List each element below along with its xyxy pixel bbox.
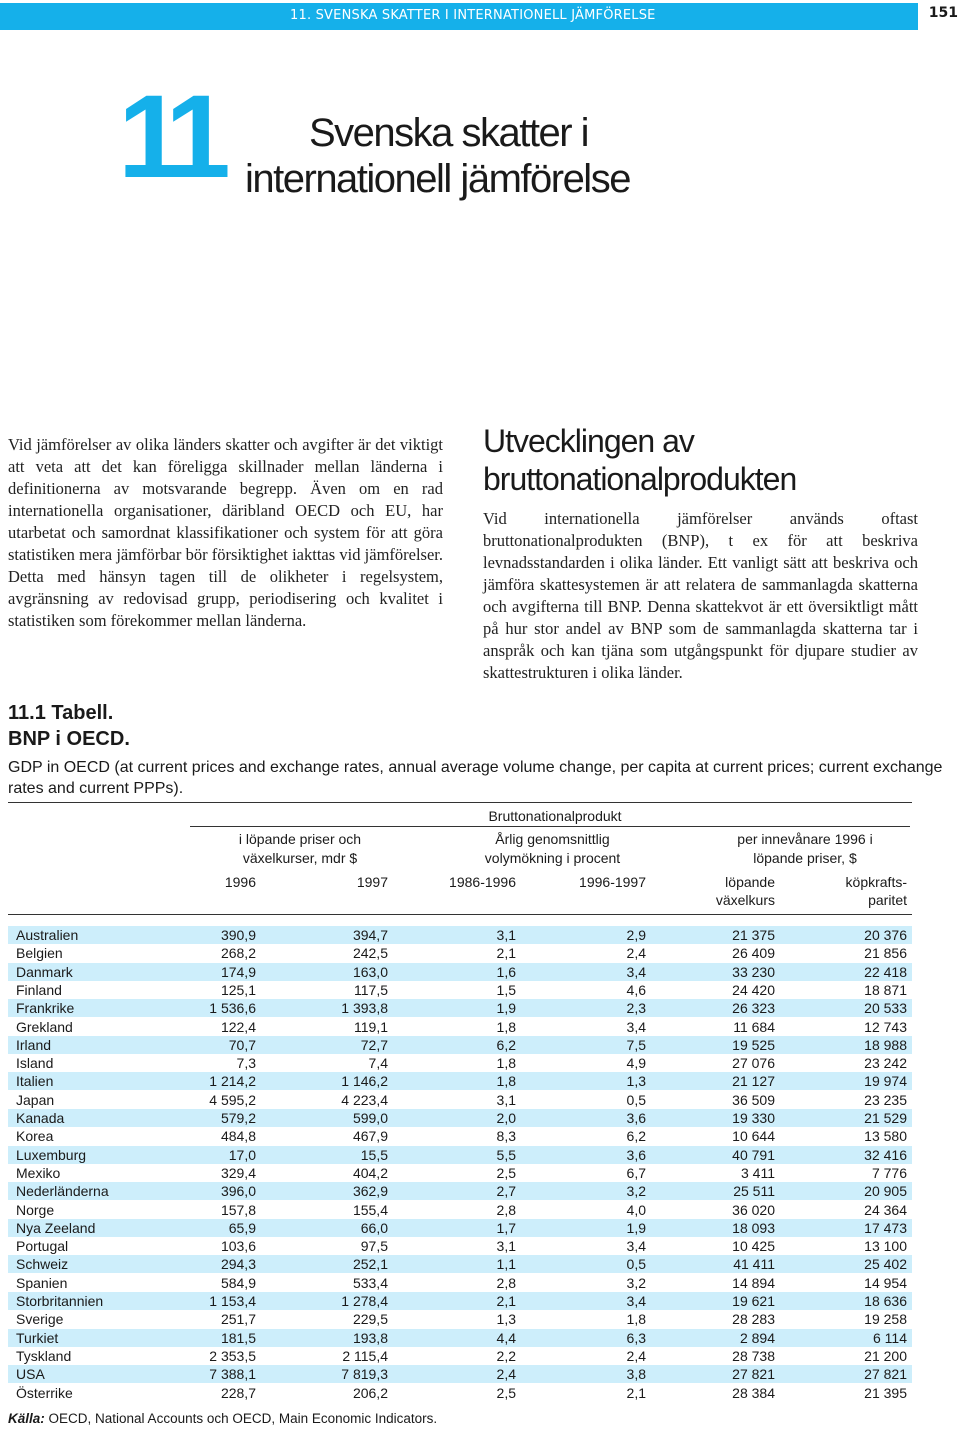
growth-1996-1997-cell: 3,4 [626, 1018, 646, 1035]
growth-1996-1997-cell: 4,0 [626, 1201, 646, 1218]
bnp-1996-cell: 125,1 [220, 981, 256, 998]
table-title: BNP i OECD. [8, 728, 130, 750]
bnp-1997-cell: 7,4 [368, 1055, 388, 1072]
growth-1996-1997-cell: 1,8 [626, 1311, 646, 1328]
growth-1986-1996-cell: 2,2 [496, 1347, 516, 1364]
per-capita-exchange-cell: 10 644 [732, 1128, 775, 1145]
growth-1996-1997-cell: 3,6 [626, 1146, 646, 1163]
table-row [0, 1127, 960, 1145]
table-row [0, 1072, 960, 1090]
chapter-title [245, 110, 715, 202]
per-capita-exchange-cell: 18 093 [732, 1219, 775, 1236]
per-capita-exchange-cell: 28 384 [732, 1384, 775, 1401]
section-paragraph: Vid internationella jämförelser används oftast bruttonationalprodukten (BNP), t ex för att beskriva levnadsstandarden i olika länder. Ett vanligt sätt att beskriva och jämföra skattesystemen är att relatera de sammanlagda skatterna och avgifterna till BNP. Denna skattekvot är ett översiktligt mått på hur stor andel av BNP som de sammanlagda skatterna tar i anspråk och kan tjäna som utgångspunkt för djupare studier av skattestrukturen i olika länder. [483, 509, 918, 682]
bnp-1997-cell: 7 819,3 [341, 1366, 388, 1383]
growth-1996-1997-cell: 0,5 [626, 1091, 646, 1108]
per-capita-exchange-cell: 14 894 [732, 1274, 775, 1291]
table-description: GDP in OECD (at current prices and exchange rates, annual average volume change, per capita at current prices; current exchange rates and current PPPs). [8, 759, 943, 797]
per-capita-ppp-cell: 18 871 [864, 981, 907, 998]
col-1996: 1996 [224, 874, 256, 890]
country-cell: Schweiz [16, 1256, 69, 1273]
per-capita-exchange-cell: 40 791 [732, 1146, 775, 1163]
section-heading-line1: Utvecklingen av [483, 423, 694, 459]
growth-1986-1996-cell: 2,5 [496, 1384, 516, 1401]
bnp-1996-cell: 1 153,4 [209, 1293, 256, 1309]
bnp-1996-cell: 251,7 [220, 1311, 256, 1328]
bnp-1997-cell: 229,5 [352, 1311, 388, 1328]
bnp-1996-cell: 157,8 [220, 1201, 256, 1218]
bnp-1997-cell: 163,0 [352, 963, 388, 980]
col-1986-1996: 1986-1996 [449, 874, 516, 890]
table-number: 11.1 Tabell. [8, 702, 114, 724]
bnp-1996-cell: 103,6 [220, 1238, 256, 1255]
table-row [0, 1018, 960, 1036]
bnp-1996-cell: 122,4 [220, 1018, 256, 1035]
per-capita-exchange-cell: 21 375 [732, 927, 775, 943]
per-capita-exchange-cell: 10 425 [732, 1238, 775, 1255]
growth-1986-1996-cell: 1,5 [496, 981, 516, 998]
per-capita-exchange-cell: 24 420 [732, 981, 775, 998]
chapter-title-line2: internationell jämförelse [245, 157, 630, 201]
per-capita-exchange-cell: 2 894 [739, 1329, 775, 1346]
col-1996-1997: 1996-1997 [579, 874, 646, 890]
group3-line2: löpande priser, $ [753, 850, 857, 866]
per-capita-ppp-cell: 6 114 [873, 1329, 907, 1346]
table-row [0, 1164, 960, 1182]
country-cell: Norge [16, 1201, 55, 1218]
header-top-label: Bruttonationalprodukt [488, 808, 622, 824]
per-capita-exchange-cell: 11 684 [733, 1018, 775, 1035]
bnp-1997-cell: 155,4 [352, 1201, 388, 1218]
growth-1996-1997-cell: 2,4 [626, 945, 646, 962]
bnp-1996-cell: 484,8 [220, 1128, 256, 1145]
growth-1996-1997-cell: 7,5 [626, 1036, 646, 1053]
group2-line1: Årlig genomsnittlig [495, 831, 610, 847]
table-row [0, 1091, 960, 1109]
growth-1986-1996-cell: 1,1 [496, 1256, 516, 1273]
per-capita-exchange-cell: 36 509 [732, 1091, 775, 1108]
country-cell: Storbritannien [16, 1293, 104, 1309]
country-cell: Italien [16, 1073, 54, 1090]
bnp-1997-cell: 394,7 [352, 927, 388, 943]
growth-1986-1996-cell: 1,7 [496, 1219, 516, 1236]
per-capita-ppp-cell: 32 416 [864, 1146, 907, 1163]
bnp-1996-cell: 294,3 [220, 1256, 256, 1273]
bnp-1996-cell: 579,2 [220, 1110, 256, 1126]
per-capita-ppp-cell: 12 743 [864, 1018, 907, 1035]
col-lopande-line1: löpande [725, 874, 775, 890]
group3-line1: per innevånare 1996 i [737, 831, 873, 847]
per-capita-ppp-cell: 19 258 [864, 1311, 907, 1328]
bnp-1997-cell: 97,5 [360, 1238, 388, 1255]
growth-1986-1996-cell: 6,2 [496, 1036, 516, 1053]
per-capita-ppp-cell: 23 242 [864, 1055, 907, 1072]
per-capita-ppp-cell: 18 636 [864, 1293, 907, 1309]
table-row [0, 1255, 960, 1273]
country-cell: USA [16, 1366, 45, 1383]
table-row [0, 926, 960, 944]
country-cell: Japan [16, 1091, 55, 1108]
growth-1996-1997-cell: 6,7 [626, 1164, 646, 1181]
bnp-1997-cell: 362,9 [352, 1183, 388, 1200]
table-row [0, 944, 960, 962]
section-heading-line2: bruttonationalprodukten [483, 461, 797, 497]
growth-1986-1996-cell: 2,1 [496, 945, 516, 962]
table-row [0, 1292, 960, 1310]
bnp-1997-cell: 252,1 [352, 1256, 388, 1273]
bnp-1997-cell: 1 393,8 [341, 1000, 388, 1017]
country-cell: Belgien [16, 945, 63, 962]
growth-1996-1997-cell: 1,9 [626, 1219, 646, 1236]
growth-1986-1996-cell: 3,1 [496, 927, 516, 943]
table-row [0, 1036, 960, 1054]
growth-1996-1997-cell: 3,2 [626, 1274, 646, 1291]
growth-1986-1996-cell: 4,4 [496, 1329, 516, 1346]
table-top-rule [8, 802, 912, 803]
bnp-1996-cell: 70,7 [228, 1036, 256, 1053]
bnp-1996-cell: 584,9 [220, 1274, 256, 1291]
bnp-1997-cell: 206,2 [352, 1384, 388, 1401]
bnp-1997-cell: 72,7 [360, 1036, 388, 1053]
country-cell: Korea [16, 1128, 54, 1145]
growth-1996-1997-cell: 2,3 [626, 1000, 646, 1017]
growth-1986-1996-cell: 2,8 [496, 1201, 516, 1218]
growth-1996-1997-cell: 3,4 [626, 1238, 646, 1255]
growth-1996-1997-cell: 4,6 [626, 981, 646, 998]
table-row [0, 999, 960, 1017]
country-cell: Finland [16, 981, 62, 998]
bnp-1996-cell: 1 536,6 [209, 1000, 256, 1017]
header-bar [0, 3, 918, 30]
per-capita-exchange-cell: 25 511 [733, 1183, 775, 1200]
growth-1986-1996-cell: 3,1 [496, 1238, 516, 1255]
bnp-1996-cell: 7 388,1 [209, 1366, 256, 1383]
table-row [0, 1365, 960, 1383]
growth-1996-1997-cell: 6,3 [626, 1329, 646, 1346]
bnp-1996-cell: 390,9 [220, 927, 256, 943]
table-row [0, 1219, 960, 1237]
country-cell: Österrike [16, 1384, 73, 1401]
chapter-number: 11 [118, 71, 219, 203]
bnp-1997-cell: 66,0 [360, 1219, 388, 1236]
table-row [0, 1182, 960, 1200]
growth-1996-1997-cell: 6,2 [626, 1128, 646, 1145]
section-heading [483, 422, 923, 498]
bnp-1996-cell: 181,5 [220, 1329, 256, 1346]
growth-1986-1996-cell: 2,8 [496, 1274, 516, 1291]
table-row [0, 1274, 960, 1292]
bnp-1997-cell: 193,8 [352, 1329, 388, 1346]
growth-1986-1996-cell: 3,1 [496, 1091, 516, 1108]
per-capita-ppp-cell: 22 418 [864, 963, 907, 980]
growth-1986-1996-cell: 2,0 [496, 1110, 516, 1126]
per-capita-exchange-cell: 41 411 [733, 1256, 775, 1273]
col-kopkraft-line1: köpkrafts- [845, 874, 907, 890]
per-capita-ppp-cell: 13 580 [864, 1128, 907, 1145]
bnp-1997-cell: 599,0 [352, 1110, 388, 1126]
country-cell: Australien [16, 927, 79, 943]
per-capita-ppp-cell: 21 856 [864, 945, 907, 962]
growth-1986-1996-cell: 2,4 [496, 1366, 516, 1383]
header-title: 11. SVENSKA SKATTER I INTERNATIONELL JÄMFÖRELSE [290, 8, 656, 23]
growth-1996-1997-cell: 4,9 [626, 1055, 646, 1072]
col-kopkraft-line2: paritet [868, 892, 907, 908]
table-row [0, 1347, 960, 1365]
bnp-1996-cell: 396,0 [220, 1183, 256, 1200]
table-row [0, 1109, 960, 1127]
country-cell: Kanada [16, 1110, 65, 1126]
bnp-1996-cell: 1 214,2 [209, 1073, 256, 1090]
country-cell: Grekland [16, 1018, 73, 1035]
per-capita-ppp-cell: 21 200 [864, 1347, 907, 1364]
bnp-1996-cell: 17,0 [228, 1146, 256, 1163]
table-row [0, 1201, 960, 1219]
per-capita-ppp-cell: 24 364 [864, 1201, 907, 1218]
per-capita-exchange-cell: 19 525 [732, 1036, 775, 1053]
country-cell: Mexiko [16, 1164, 61, 1181]
growth-1986-1996-cell: 1,3 [496, 1311, 516, 1328]
page-number: 151 [928, 5, 958, 21]
country-cell: Danmark [16, 963, 73, 980]
bnp-1996-cell: 329,4 [220, 1164, 256, 1181]
per-capita-exchange-cell: 21 127 [732, 1073, 775, 1090]
chapter-title-line1: Svenska skatter i [309, 111, 589, 155]
group-rule [190, 826, 910, 827]
per-capita-exchange-cell: 28 283 [732, 1311, 775, 1328]
country-cell: Nederländerna [16, 1183, 109, 1200]
bnp-1996-cell: 174,9 [220, 963, 256, 980]
table-source [8, 1410, 437, 1428]
col-1997: 1997 [356, 874, 388, 890]
per-capita-exchange-cell: 19 621 [732, 1293, 775, 1309]
bnp-1997-cell: 119,1 [354, 1018, 388, 1035]
bnp-1997-cell: 2 115,4 [342, 1347, 388, 1364]
bnp-1996-cell: 268,2 [220, 945, 256, 962]
table-row [0, 981, 960, 999]
growth-1986-1996-cell: 2,5 [496, 1164, 516, 1181]
growth-1996-1997-cell: 2,9 [626, 927, 646, 943]
growth-1996-1997-cell: 1,3 [626, 1073, 646, 1090]
bnp-1996-cell: 7,3 [236, 1055, 256, 1072]
country-cell: Sverige [16, 1311, 64, 1328]
per-capita-ppp-cell: 13 100 [864, 1238, 907, 1255]
bnp-1997-cell: 1 278,4 [341, 1293, 388, 1309]
growth-1996-1997-cell: 3,6 [626, 1110, 646, 1126]
country-cell: Luxemburg [16, 1146, 87, 1163]
bnp-1997-cell: 1 146,2 [341, 1073, 388, 1090]
growth-1986-1996-cell: 1,8 [496, 1018, 516, 1035]
country-cell: Frankrike [16, 1000, 75, 1017]
intro-paragraph: Vid jämförelser av olika länders skatter och avgifter är det viktigt att veta att det kan föreligga skillnader mellan länderna i definitionerna av motsvarande begrepp. Även om en rad internationella organisationer, däribland OECD och EU, har utarbetat och samordnat klassifikationer och system för att göra statistiken mera jämförbar bör försiktighet iakttas vid jämförelser. Detta med hänsyn tagen till de olikheter i regelsystem, avgränsning av redovisad grupp, periodisering och kvalitet i statistiken som förekommer mellan länderna. [8, 435, 443, 630]
bnp-1997-cell: 467,9 [352, 1128, 388, 1145]
table-row [0, 1054, 960, 1072]
table-row [0, 1237, 960, 1255]
growth-1996-1997-cell: 3,4 [626, 963, 646, 980]
bnp-1997-cell: 117,5 [354, 981, 388, 998]
bnp-1997-cell: 15,5 [360, 1146, 388, 1163]
per-capita-exchange-cell: 26 409 [732, 945, 775, 962]
growth-1986-1996-cell: 1,9 [496, 1000, 516, 1017]
growth-1996-1997-cell: 3,2 [626, 1183, 646, 1200]
per-capita-ppp-cell: 20 533 [864, 1000, 907, 1017]
growth-1986-1996-cell: 8,3 [496, 1128, 516, 1145]
bnp-1996-cell: 65,9 [228, 1219, 256, 1236]
growth-1986-1996-cell: 1,6 [496, 963, 516, 980]
source-label: Källa: [8, 1411, 45, 1426]
table-row [0, 1310, 960, 1328]
per-capita-ppp-cell: 19 974 [864, 1073, 907, 1090]
bnp-1996-cell: 4 595,2 [209, 1091, 256, 1108]
per-capita-ppp-cell: 14 954 [864, 1274, 907, 1291]
per-capita-exchange-cell: 28 738 [732, 1347, 775, 1364]
growth-1986-1996-cell: 2,7 [496, 1183, 516, 1200]
growth-1996-1997-cell: 0,5 [626, 1256, 646, 1273]
growth-1996-1997-cell: 2,4 [626, 1347, 646, 1364]
per-capita-exchange-cell: 27 076 [732, 1055, 775, 1072]
per-capita-ppp-cell: 18 988 [864, 1036, 907, 1053]
country-cell: Turkiet [16, 1329, 59, 1346]
per-capita-exchange-cell: 27 821 [732, 1366, 775, 1383]
source-text: OECD, National Accounts och OECD, Main Economic Indicators. [44, 1411, 438, 1426]
per-capita-exchange-cell: 26 323 [732, 1000, 775, 1017]
table-row [0, 963, 960, 981]
per-capita-ppp-cell: 23 235 [864, 1091, 907, 1108]
growth-1996-1997-cell: 2,1 [626, 1384, 646, 1401]
per-capita-ppp-cell: 17 473 [864, 1219, 907, 1236]
per-capita-ppp-cell: 7 776 [871, 1164, 907, 1181]
per-capita-ppp-cell: 25 402 [864, 1256, 907, 1273]
bnp-1997-cell: 4 223,4 [341, 1091, 388, 1108]
per-capita-ppp-cell: 21 395 [864, 1384, 907, 1401]
per-capita-exchange-cell: 3 411 [741, 1164, 775, 1181]
bnp-1997-cell: 533,4 [352, 1274, 388, 1291]
growth-1986-1996-cell: 1,8 [496, 1055, 516, 1072]
country-cell: Irland [16, 1036, 52, 1053]
growth-1996-1997-cell: 3,4 [626, 1293, 646, 1309]
country-cell: Spanien [16, 1274, 68, 1291]
table-header-bottom-rule [8, 914, 912, 915]
country-cell: Portugal [16, 1238, 69, 1255]
per-capita-ppp-cell: 21 529 [864, 1110, 907, 1126]
growth-1996-1997-cell: 3,8 [626, 1366, 646, 1383]
per-capita-ppp-cell: 20 376 [864, 927, 907, 943]
col-lopande-line2: växelkurs [715, 892, 775, 908]
country-cell: Island [16, 1055, 54, 1072]
table-row [0, 1146, 960, 1164]
per-capita-exchange-cell: 19 330 [732, 1110, 775, 1126]
bnp-1997-cell: 242,5 [352, 945, 388, 962]
per-capita-exchange-cell: 33 230 [732, 963, 775, 980]
growth-1986-1996-cell: 1,8 [496, 1073, 516, 1090]
bnp-1997-cell: 404,2 [352, 1164, 388, 1181]
bnp-1996-cell: 2 353,5 [209, 1347, 256, 1364]
table-row [0, 1384, 960, 1402]
country-cell: Nya Zeeland [16, 1219, 96, 1236]
group2-line2: volymökning i procent [484, 850, 621, 866]
per-capita-ppp-cell: 20 905 [864, 1183, 907, 1200]
growth-1986-1996-cell: 5,5 [496, 1146, 516, 1163]
group1-line1: i löpande priser och [238, 831, 362, 847]
bnp-1996-cell: 228,7 [220, 1384, 256, 1401]
per-capita-ppp-cell: 27 821 [864, 1366, 907, 1383]
per-capita-exchange-cell: 36 020 [732, 1201, 775, 1218]
table-row [0, 1329, 960, 1347]
country-cell: Tyskland [16, 1347, 72, 1364]
growth-1986-1996-cell: 2,1 [496, 1293, 516, 1309]
group1-line2: växelkurser, mdr $ [242, 850, 358, 866]
